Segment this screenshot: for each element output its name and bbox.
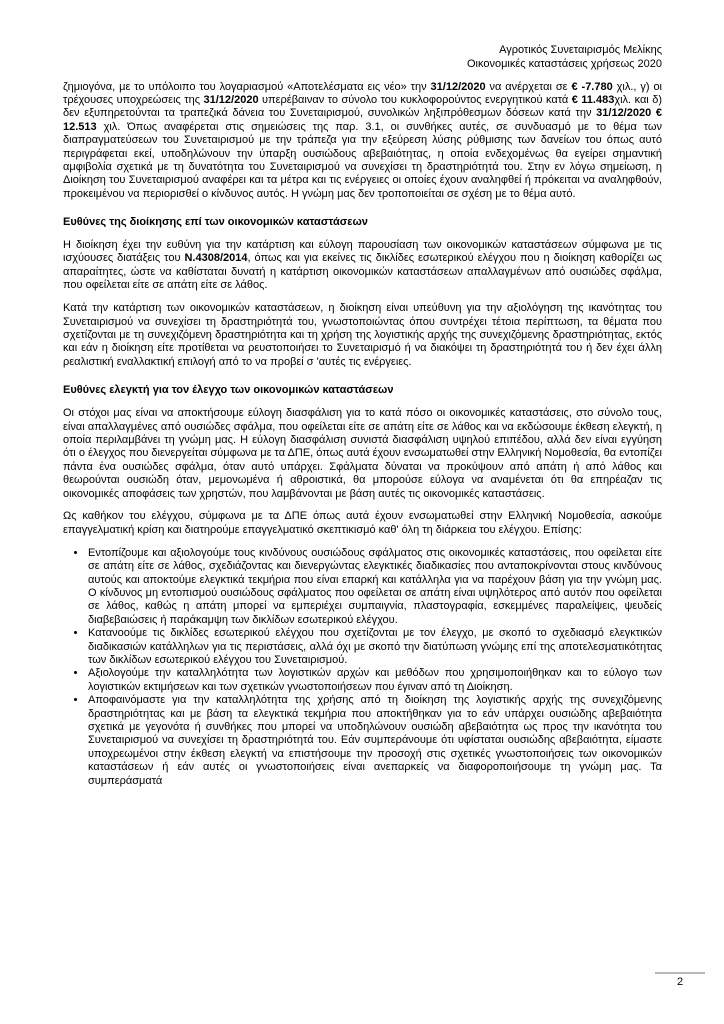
bold-text-run: 31/12/2020	[203, 93, 259, 106]
section-heading-auditor-responsibilities: Ευθύνες ελεγκτή για τον έλεγχο των οικονομικών καταστάσεων	[63, 384, 394, 397]
bold-text-run: € -7.780	[571, 80, 613, 93]
header-org-name: Αγροτικός Συνεταιρισμός Μελίκης	[499, 44, 662, 56]
section-heading-management-responsibilities: Ευθύνες της διοίκησης επί των οικονομικών καταστάσεων	[63, 216, 368, 229]
list-item: • Κατανοούμε τις δικλίδες εσωτερικού ελέγχου που σχετίζονται με τον έλεγχο, με σκοπό το σχεδιασμό ελεγκτικών διαδικασιών κατάλληλων για τις περιστάσεις, αλλά όχι με σκοπό την διατύπωση γνώμης επί της αποτελεσματικότητας των δικλίδων εσωτερικού ελέγχου του Συνεταιρισμού.	[87, 627, 662, 667]
list-item: • Αξιολογούμε την καταλληλότητα των λογιστικών αρχών και μεθόδων που χρησιμοποιήθηκαν και το εύλογο των λογιστικών εκτιμήσεων και των σχετικών γνωστοποιήσεων που έγιναν από τη Διοίκηση.	[87, 667, 662, 694]
text-run: χιλ. και δ) δεν εξυπηρετούνται τα τραπεζικά δάνεια του Συνεταιρισμού, συνολικών ληξιπρόθεσμων δόσεων κατά την	[63, 93, 663, 120]
text-run: ζημιογόνα, με το υπόλοιπο του λογαριασμού «Αποτελέσματα εις νέο» την	[63, 80, 431, 93]
page-footer	[655, 972, 705, 989]
document-header	[63, 43, 662, 71]
bold-text-run: Ν.4308/2014	[184, 252, 248, 265]
page-content	[63, 43, 662, 788]
text-run: Οι στόχοι μας είναι να αποκτήσουμε εύλογη διασφάλιση για το κατά πόσο οι οικονομικές καταστάσεις, στο σύνολο τους, είναι απαλλαγμένες από ουσιώδες σφάλμα, που οφείλεται είτε σε απάτη είτε σε λάθος και να εκδώσουμε έκθεση ελεγκτή, η οποία περιλαμβάνει τη γνώμη μας. Η εύλογη διασφάλιση συνιστά διασφάλιση υψηλού επιπέδου, αλλά δεν είναι εγγύηση ότι ο έλεγχος που διενεργείται σύμφωνα με τα ΔΠΕ, όπως αυτά έχουν ενσωματωθεί στην Ελληνική Νομοθεσία, θα εντοπίζει πάντα ένα ουσιώδες σφάλμα, όταν αυτό υπάρχει. Σφάλματα δύναται να προκύψουν από απάτη ή από λάθος και θεωρούνται ουσιώδη όταν, μεμονωμένα ή αθροιστικά, θα μπορούσε εύλογα να αναμένεται ότι θα επηρέαζαν τις οικονομικές αποφάσεις των χρηστών, που λαμβάνονται με βάση αυτές τις οικονομικές καταστάσεις.	[63, 407, 662, 500]
text-run: , όπως και για εκείνες τις δικλίδες εσωτερικού ελέγχου που η διοίκηση καθορίζει ως απαραίτητες, ώστε να καθίσταται δυνατή η κατάρτιση οικονομικών καταστάσεων απαλλαγμένων από ουσιώδες σφάλμα, που οφείλεται είτε σε απάτη είτε σε λάθος.	[63, 252, 662, 292]
intro-paragraph	[63, 81, 662, 202]
list-item: • Εντοπίζουμε και αξιολογούμε τους κινδύνους ουσιώδους σφάλματος στις οικονομικές καταστάσεις, που οφείλεται είτε σε απάτη είτε σε λάθος, σχεδιάζοντας και διενεργώντας ελεγκτικές διαδικασίες που ανταποκρίνονται στους κινδύνους αυτούς και αποκτούμε ελεγκτικά τεκμήρια που είναι επαρκή και κατάλληλα για να παρέχουν βάση για την γνώμη μας. Ο κίνδυνος μη εντοπισμού ουσιώδους σφάλματος που οφείλεται σε απάτη είναι υψηλότερος από αυτόν που οφείλεται σε λάθος, καθώς η απάτη μπορεί να εμπεριέχει συμπαιγνία, πλαστογραφία, εσκεμμένες παραλείψεις, ψευδείς διαβεβαιώσεις ή παράκαμψη των δικλίδων εσωτερικού ελέγχου.	[87, 547, 662, 627]
text-run: χιλ., γ) οι τρέχουσες υποχρεώσεις της	[63, 80, 662, 106]
text-run: να ανέρχεται σε	[485, 80, 572, 93]
page-number: 2	[676, 976, 684, 988]
bold-text-run: € 11.483	[571, 93, 615, 106]
text-run: υπερέβαιναν το σύνολο του κυκλοφορούντος ενεργητικού κατά	[258, 93, 572, 106]
list-item: • Αποφαινόμαστε για την καταλληλότητα της χρήσης από τη διοίκηση της λογιστικής αρχής της συνεχιζόμενης δραστηριότητας και με βάση τα ελεγκτικά τεκμήρια που αποκτήθηκαν για το εάν υπάρχει ουσιώδης αβεβαιότητα σχετικά με γεγονότα ή συνθήκες που μπορεί να υποδηλώνουν ουσιώδη αβεβαιότητα ως προς την ικανότητα του Συνεταιρισμού να συνεχίσει τη δραστηριότητά του. Εάν συμπεράνουμε ότι υφίσταται ουσιώδης αβεβαιότητα, είμαστε υποχρεωμένοι στην έκθεση ελεγκτή να επιστήσουμε την προσοχή στις σχετικές γνωστοποιήσεις των οικονομικών καταστάσεων ή εάν αυτές οι γνωστοποιήσεις είναι ανεπαρκείς να διαφοροποιήσουμε τη γνώμη μας. Τα συμπεράσματά	[87, 694, 662, 788]
text-run: χιλ. Όπως αναφέρεται στις σημειώσεις της παρ. 3.1, οι συνθήκες αυτές, σε συνδυασμό με το θέμα των διαπραγματεύσεων του Συνεταιρισμού με την τράπεζα για την εξεύρεση λύσης ρύθμισης των δανείων του όπως αυτό περιγράφεται εκεί, υποδηλώνουν την ύπαρξη ουσιώδους αβεβαιότητας, η οποία ενδεχομένως θα εγείρει σημαντική αμφιβολία σχετικά με τη δυνατότητα του Συνεταιρισμού να συνεχίσει τη δραστηριότητά του. Στην εν λόγω σημείωση, η Διοίκηση του Συνεταιρισμού αναφέρει και τα μέτρα και τις ενέργειες οι οποίες έχουν αναληφθεί ή πρόκειται να αναληφθούν, προκειμένου να περιορισθεί ο κίνδυνος αυτός. Η γνώμη μας δεν τροποποιείται σε σχέση με το θέμα αυτό.	[63, 120, 662, 200]
header-doc-title: Οικονομικές καταστάσεις χρήσεως 2020	[466, 58, 662, 70]
auditor-paragraph-1	[63, 407, 662, 501]
management-paragraph-2	[63, 302, 662, 369]
text-run: Η διοίκηση έχει την ευθύνη για την κατάρτιση και εύλογη παρουσίαση των οικονομικών καταστάσεων σύμφωνα με τις ισχύουσες διατάξεις του	[63, 239, 662, 265]
text-run: Ως καθήκον του ελέγχου, σύμφωνα με τα ΔΠΕ όπως αυτά έχουν ενσωματωθεί στην Ελληνική Νομοθεσία, ασκούμε επαγγελματική κρίση και διατηρούμε επαγγελματικό σκεπτικισμό καθ' όλη τη διάρκεια του ελέγχου. Επίσης:	[63, 510, 662, 536]
auditor-paragraph-2	[63, 510, 662, 537]
text-run: Κατά την κατάρτιση των οικονομικών καταστάσεων, η διοίκηση είναι υπεύθυνη για την αξιολόγηση της ικανότητας του Συνεταιρισμού να συνεχίσει τη δραστηριότητά του, γνωστοποιώντας όπου συντρέχει τέτοια περίπτωση, τα θέματα που σχετίζονται με τη συνεχιζόμενη δραστηριότητα και τη χρήση της λογιστικής αρχής της συνεχιζόμενης δραστηριότητας, εκτός και εάν η διοίκηση είτε προτίθεται να ρευστοποιήσει το Συνεταιρισμό ή να διακόψει τη δραστηριότητά του ή δεν έχει άλλη ρεαλιστική εναλλακτική επιλογή από το να προβεί σ 'αυτές τις ενέργειες.	[63, 302, 662, 368]
management-paragraph-1	[63, 239, 662, 293]
bold-text-run: 31/12/2020 € 12.513	[63, 107, 662, 133]
auditor-bullet-list	[63, 547, 662, 788]
bold-text-run: 31/12/2020	[430, 80, 486, 93]
